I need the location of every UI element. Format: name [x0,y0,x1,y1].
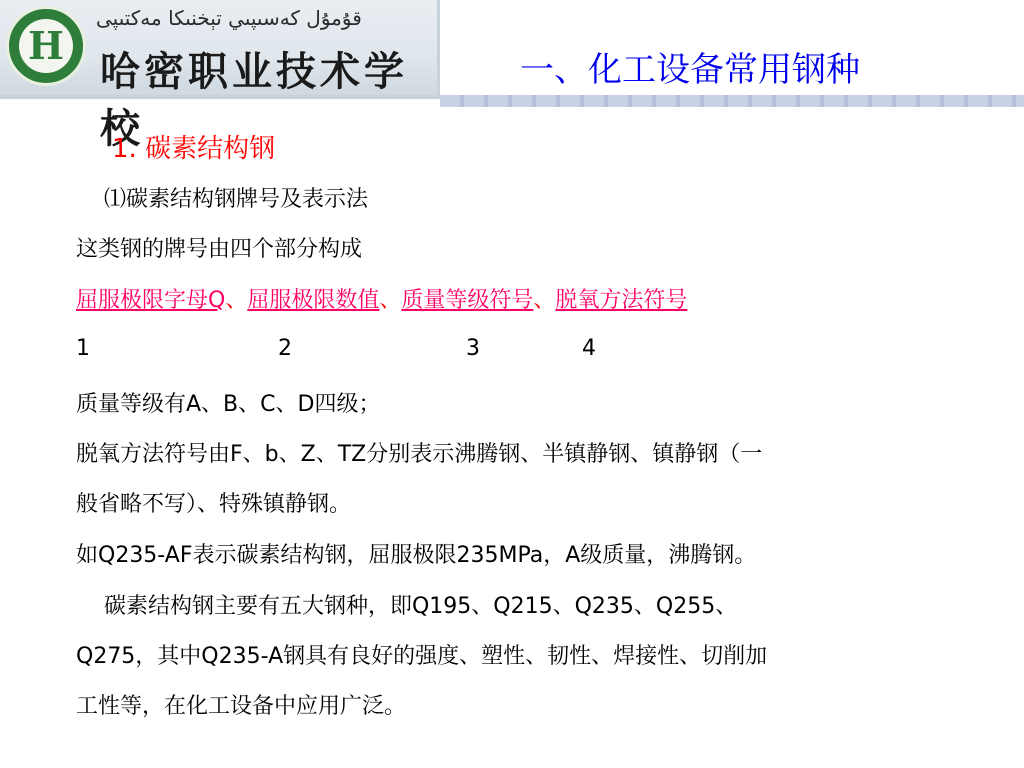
quality-line: 质量等级有A、B、C、D四级； [76,392,381,417]
part-number-3: 3 [466,336,480,361]
school-name-chinese: 哈密职业技术学校 [100,48,408,152]
part-deoxidation: 脱氧方法符号 [555,288,688,313]
emblem-mark: H [28,23,64,68]
page-title: 一、化工设备常用钢种 [520,50,860,90]
main-steels-line-3: 工性等，在化工设备中应用广泛。 [76,694,407,719]
part-number-2: 2 [278,336,292,361]
separator: 、 [225,288,248,313]
part-quality-grade: 质量等级符号 [401,288,534,313]
main-steels-line-2: Q275，其中Q235-A钢具有良好的强度、塑性、韧性、焊接性、切削加 [76,644,768,669]
part-number-4: 4 [582,336,596,361]
subheading: ⑴碳素结构钢牌号及表示法 [104,187,369,212]
deoxidation-line-1: 脱氧方法符号由F、b、Z、TZ分别表示沸腾钢、半镇静钢、镇静钢（一 [76,442,763,467]
deoxidation-line-2: 般省略不写）、特殊镇静钢。 [76,492,352,517]
separator: 、 [533,288,556,313]
part-number-1: 1 [76,336,90,361]
main-steels-line-1: 碳素结构钢主要有五大钢种，即Q195、Q215、Q235、Q255、 [76,594,738,619]
example-line: 如Q235-AF表示碳素结构钢，屈服极限235MPa，A级质量，沸腾钢。 [76,543,757,568]
school-name-uyghur: قۇمۇل كەسىپىي تېخنىكا مەكتىپى [96,6,362,30]
part-yield-letter: 屈服极限字母Q [76,288,226,313]
part-yield-value: 屈服极限数值 [247,288,380,313]
section-heading: 1. 碳素结构钢 [112,134,276,164]
separator: 、 [379,288,402,313]
intro-line: 这类钢的牌号由四个部分构成 [76,237,363,262]
parts-line [76,283,687,314]
